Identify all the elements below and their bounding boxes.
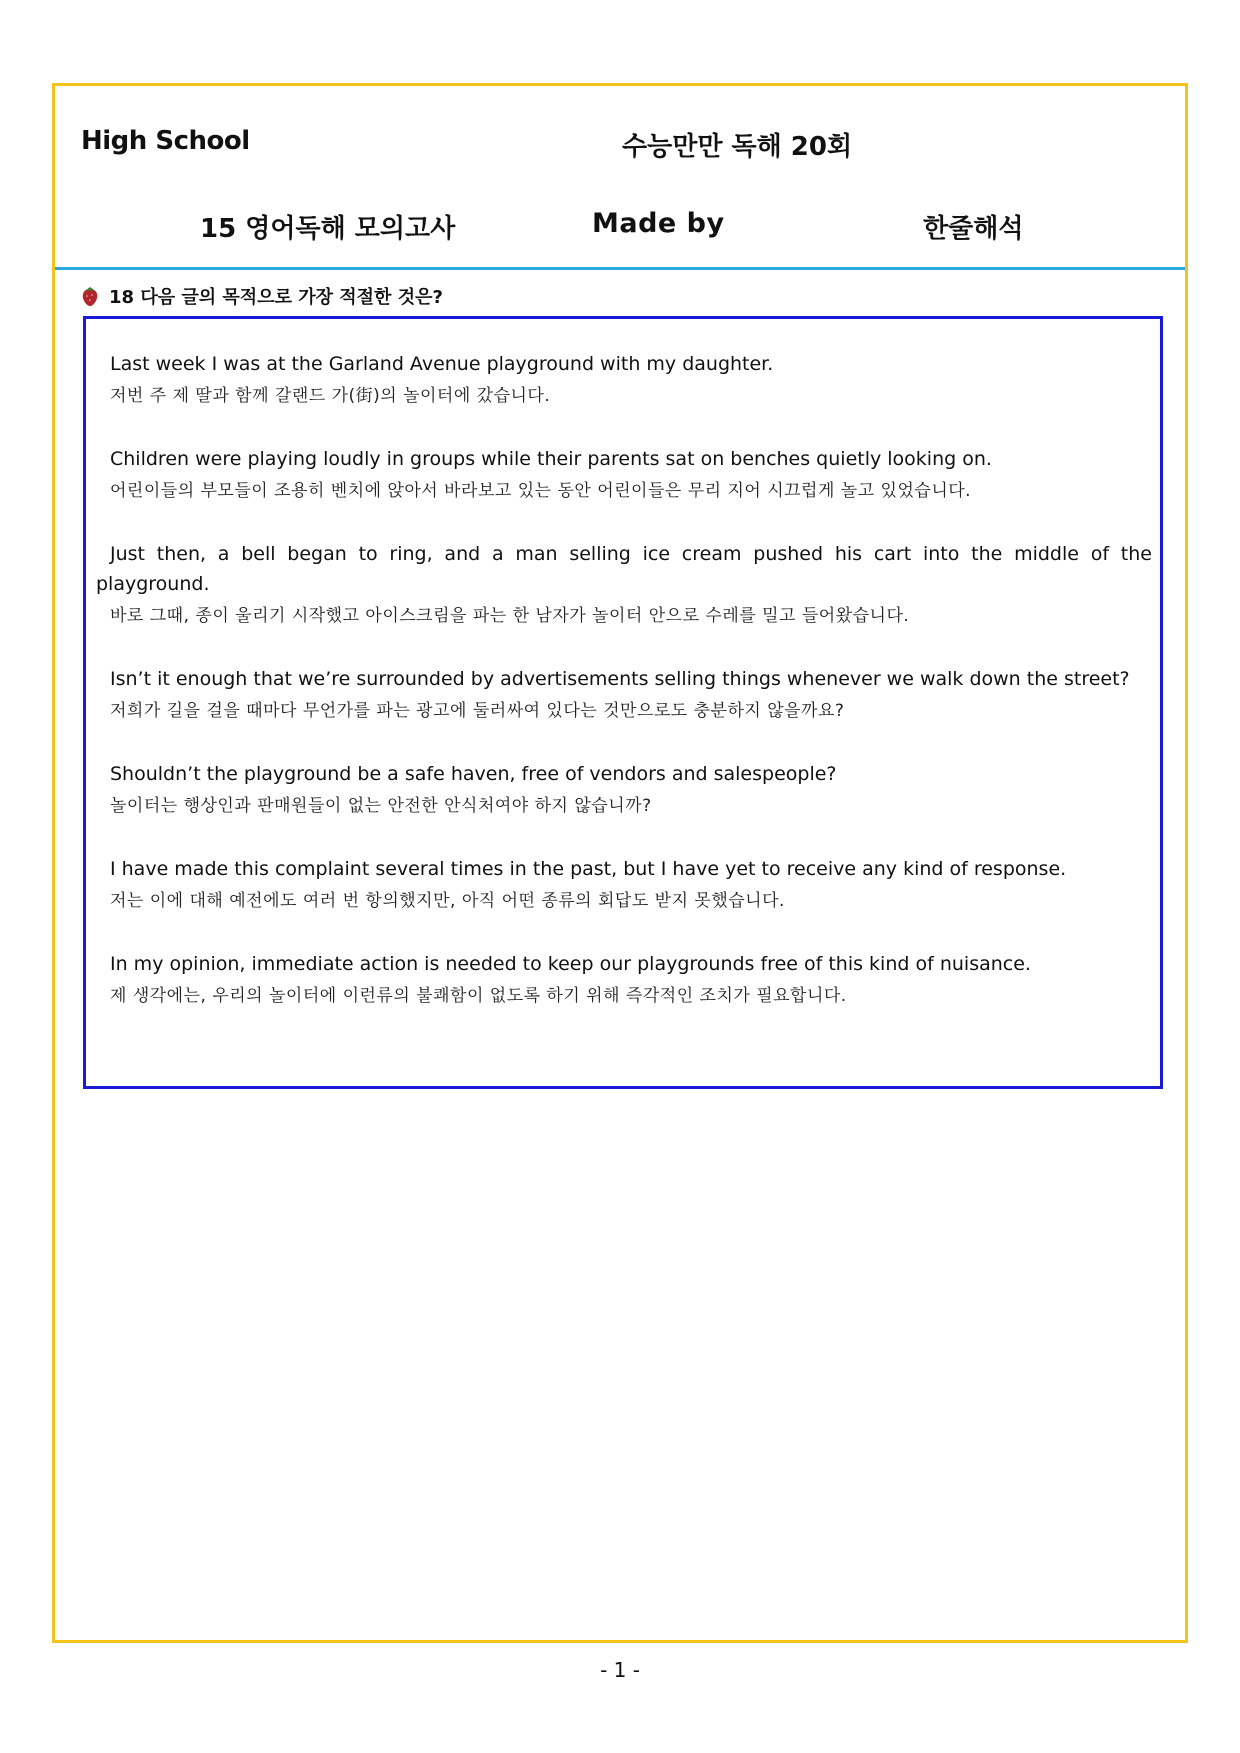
korean-translation: 놀이터는 행상인과 판매원들이 없는 안전한 안식처여야 하지 않습니까? [110, 796, 652, 816]
page-frame [52, 83, 1188, 1643]
strawberry-bullet-icon [81, 285, 99, 307]
question-heading [81, 282, 443, 310]
exam-title: 15 영어독해 모의고사 [200, 214, 456, 244]
school-label: High School [81, 126, 250, 156]
sentence-pair [96, 664, 1152, 726]
sentence-pair [96, 444, 1152, 506]
english-sentence: Last week I was at the Garland Avenue playground with my daughter. [110, 353, 774, 375]
header-row-bottom [55, 208, 1185, 258]
english-sentence: In my opinion, immediate action is needed to keep our playgrounds free of this kind of nuisance. [110, 953, 1031, 975]
author-name: 한줄해석 [923, 214, 1024, 244]
english-sentence: Isn’t it enough that we’re surrounded by advertisements selling things whenever we walk down the street? [110, 668, 1130, 690]
made-by-label: Made by [592, 208, 725, 239]
english-sentence: Children were playing loudly in groups while their parents sat on benches quietly looking on. [110, 448, 992, 470]
passage-box [83, 316, 1163, 1089]
header-row-top [55, 126, 1185, 186]
korean-translation: 저희가 길을 걸을 때마다 무언가를 파는 광고에 둘러싸여 있다는 것만으로도 충분하지 않을까요? [110, 701, 845, 721]
english-sentence: Just then, a bell began to ring, and a man selling ice cream pushed his cart into the middle of the playground. [96, 543, 1152, 595]
korean-translation: 저번 주 제 딸과 함께 갈랜드 가(街)의 놀이터에 갔습니다. [110, 386, 551, 406]
series-title: 수능만만 독해 20회 [622, 132, 853, 162]
korean-translation: 바로 그때, 종이 울리기 시작했고 아이스크림을 파는 한 남자가 놀이터 안으로 수레를 밀고 들어왔습니다. [110, 606, 910, 626]
korean-translation: 제 생각에는, 우리의 놀이터에 이런류의 불쾌함이 없도록 하기 위해 즉각적인 조치가 필요합니다. [110, 986, 847, 1006]
sentence-pair [96, 854, 1152, 916]
question-text: 18 다음 글의 목적으로 가장 적절한 것은? [109, 287, 443, 308]
sentence-pair [96, 539, 1152, 631]
english-sentence: I have made this complaint several times in the past, but I have yet to receive any kind of response. [110, 858, 1067, 880]
korean-translation: 저는 이에 대해 예전에도 여러 번 항의했지만, 아직 어떤 종류의 회답도 받지 못했습니다. [110, 891, 785, 911]
sentence-pair [96, 759, 1152, 821]
sentence-pair [96, 949, 1152, 1011]
sentence-pair [96, 349, 1152, 411]
page-number: - 1 - [600, 1658, 640, 1682]
header-divider [55, 267, 1185, 270]
english-sentence: Shouldn’t the playground be a safe haven, free of vendors and salespeople? [110, 763, 837, 785]
korean-translation: 어린이들의 부모들이 조용히 벤치에 앉아서 바라보고 있는 동안 어린이들은 무리 지어 시끄럽게 놀고 있었습니다. [110, 481, 972, 501]
